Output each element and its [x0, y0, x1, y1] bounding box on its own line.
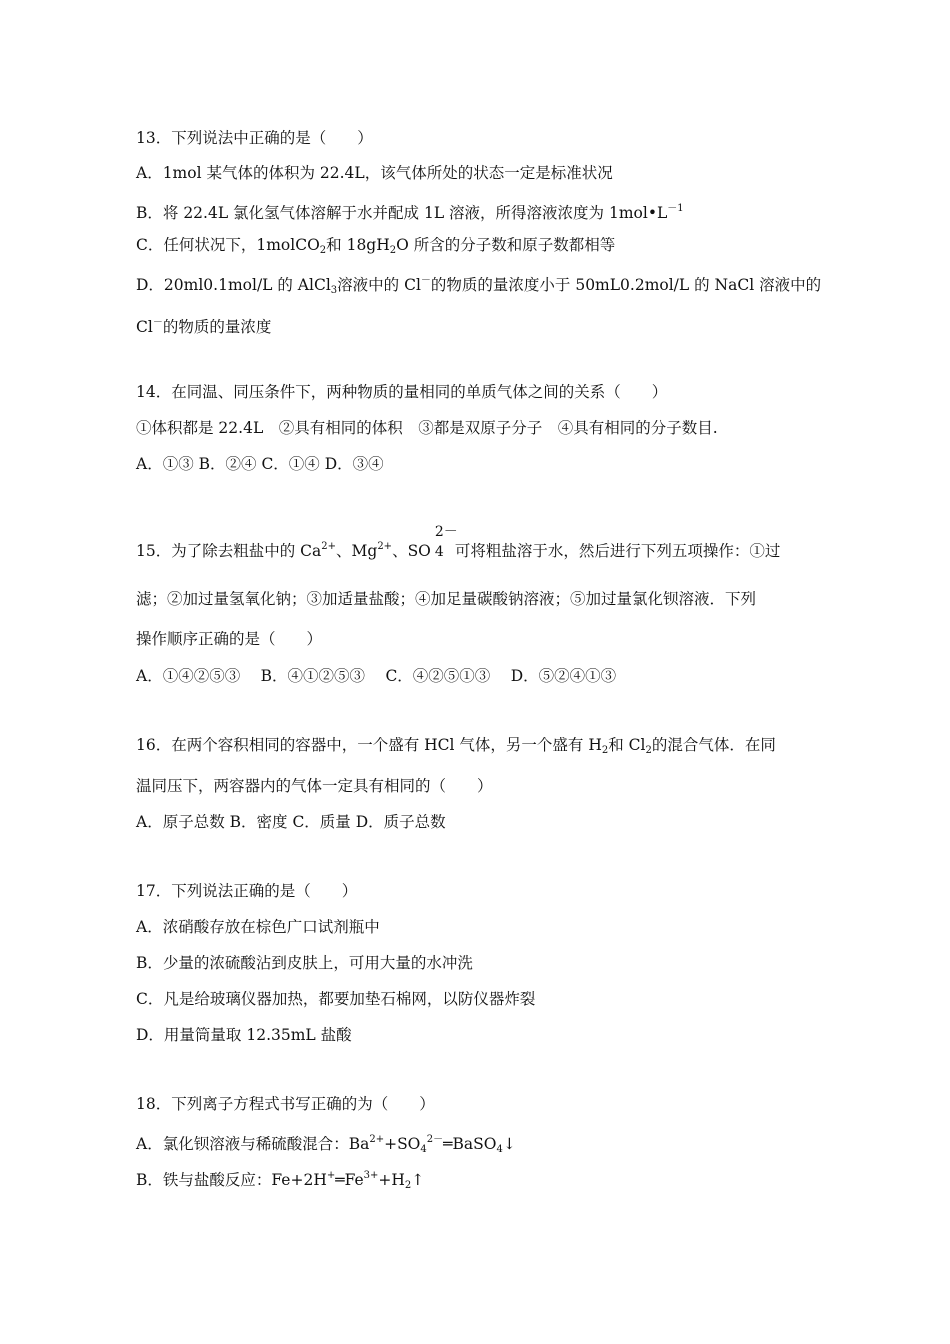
- q13-option-b: B．将 22.4L 氯化氢气体溶解于水并配成 1L 溶液，所得溶液浓度为 $1mol•L^{-1}$: [136, 203, 684, 222]
- q15-options: A．①④②⑤③ B．④①②⑤③ C．④②⑤①③ D．⑤②④①③: [136, 667, 617, 685]
- q17-stem: 17．下列说法正确的是（ ）: [136, 882, 358, 900]
- q18-stem: 18．下列离子方程式书写正确的为（ ）: [136, 1095, 435, 1113]
- q15-line1: 15．为了除去粗盐中的 $Ca^{2+}$、$Mg^{2+}$、SO 2－ 4 可将粗盐溶于水，然后进行下列五项操作：①过: [136, 524, 781, 560]
- q16-line2: 温同压下，两容器内的气体一定具有相同的（ ）: [136, 777, 493, 795]
- q16-options: A．原子总数 B．密度 C．质量 D．质子总数: [136, 813, 446, 831]
- q13-option-d: D．20ml0.1mol/L 的 AlCl$_3$溶液中的 Cl－的物质的量浓度小于 50mL0.2mol/L 的 NaCl 溶液中的: [136, 275, 822, 296]
- q13-option-c: C．任何状况下，1molCO$_2$和 $18gH_2O$ 所含的分子数和原子数都相等: [136, 236, 616, 256]
- q14-options: A．①③ B．②④ C．①④ D．③④: [136, 455, 384, 473]
- q14-items: ①体积都是 22.4L ②具有相同的体积 ③都是双原子分子 ④具有相同的分子数目.: [136, 419, 718, 437]
- q13-option-d-cont: Cl－的物质的量浓度: [136, 317, 272, 336]
- q17-option-c: C．凡是给玻璃仪器加热，都要加垫石棉网，以防仪器炸裂: [136, 990, 536, 1008]
- q18-option-b: B．铁与盐酸反应：$Fe+2H^+═Fe^{3+}+H_2↑$: [136, 1170, 425, 1191]
- q17-option-a: A．浓硝酸存放在棕色广口试剂瓶中: [136, 918, 380, 936]
- sulfate-charge-stack: 2－ 4: [434, 524, 458, 560]
- q15-line3: 操作顺序正确的是（ ）: [136, 630, 323, 648]
- q13-option-a: A．1mol 某气体的体积为 22.4L，该气体所处的状态一定是标准状况: [136, 164, 613, 182]
- gas-arrow-icon: ↑: [411, 1171, 425, 1189]
- q16-line1: 16．在两个容积相同的容器中，一个盛有 HCl 气体，另一个盛有 $H_2$和 $Cl_2$的混合气体．在同: [136, 736, 776, 756]
- q15-line2: 滤；②加过量氢氧化钠；③加适量盐酸；④加足量碳酸钠溶液；⑤加过量氯化钡溶液．下列: [136, 590, 757, 608]
- precipitate-arrow-icon: ↓: [502, 1135, 516, 1153]
- q13-stem: 13．下列说法中正确的是（ ）: [136, 129, 373, 147]
- q14-stem: 14．在同温、同压条件下，两种物质的量相同的单质气体之间的关系（ ）: [136, 383, 668, 401]
- q17-option-b: B．少量的浓硫酸沾到皮肤上，可用大量的水冲洗: [136, 954, 473, 972]
- q18-option-a: A．氯化钡溶液与稀硫酸混合：$Ba^{2+}+SO_4^{2-}═BaSO_4↓$: [136, 1134, 516, 1155]
- q17-option-d: D．用量筒量取 12.35mL 盐酸: [136, 1026, 352, 1044]
